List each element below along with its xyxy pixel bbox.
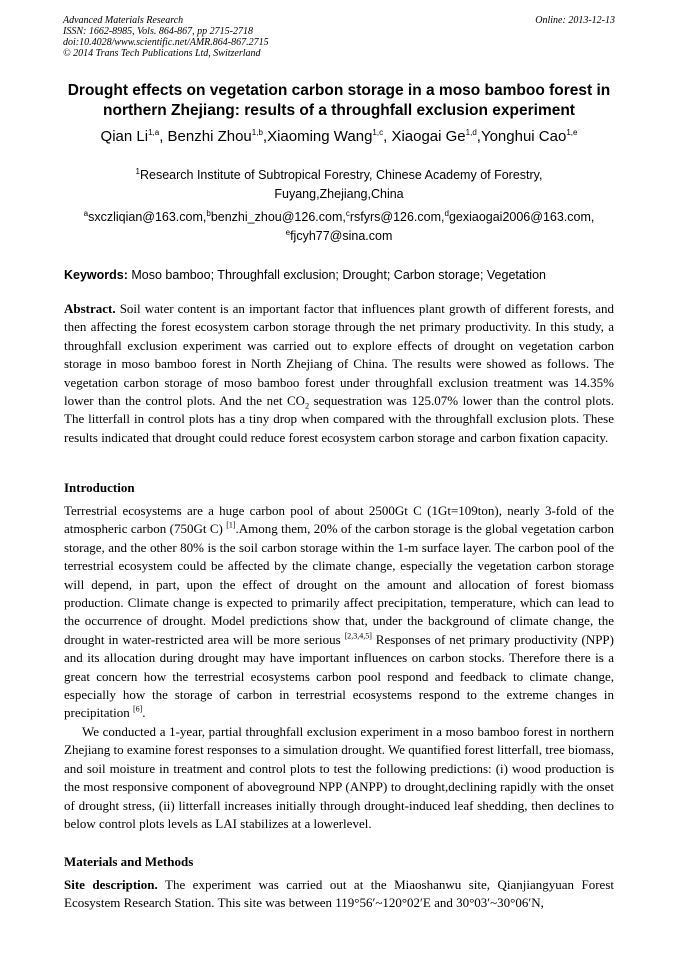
author: Xiaoming Wang <box>267 128 373 145</box>
email: gexiaogai2006@163.com, <box>448 210 595 224</box>
email: fjcyh77@sina.com <box>290 229 393 243</box>
affiliation-sup: 1 <box>135 166 140 176</box>
email-sup: a <box>83 208 89 218</box>
paragraph: We conducted a 1-year, partial throughfall exclusion experiment in a moso bamboo forest in northern Zhejiang to examine forest responses to a simulation drought. We quantified forest litterfall, tree biomass, and soil moisture in treatment and control plots to test the following predictions: (i) wood production is the most responsive component of aboveground NPP (ANPP) to drought,declining rapidly with the onset of drought stress, (ii) litterfall increases initially through drought-induced leaf shedding, then declines to below control plots levels as LAI stabilizes at a lowerlevel. <box>64 723 614 831</box>
journal-header <box>63 15 615 59</box>
author-sup: 1,c <box>372 128 384 137</box>
site-text: The experiment was carried out at the Miaoshanwu site, Qianjiangyuan Forest Ecosystem Research Station. This site was between 119°56′~120°02′E and 30°03′~30°06′N, <box>64 877 614 911</box>
paragraph <box>64 502 614 723</box>
affiliation-line: Research Institute of Subtropical Forestry, Chinese Academy of Forestry, <box>139 168 543 182</box>
citation: [1] <box>226 521 236 531</box>
introduction-body <box>64 502 614 833</box>
paragraph-text: Terrestrial ecosystems are a huge carbon pool of about 2500Gt C (1Gt=109ton), nearly 3-fold of the atmospheric carbon (750Gt C) <box>64 503 614 537</box>
abstract <box>64 300 614 447</box>
author: Qian Li <box>100 128 149 145</box>
paper-title: Drought effects on vegetation carbon storage in a moso bamboo forest in northern Zhejiang: results of a throughfall exclusion experiment <box>67 82 611 119</box>
site-description <box>64 876 614 913</box>
author-sup: 1,a <box>148 128 160 137</box>
affiliation-line: Fuyang,Zhejiang,China <box>274 187 404 201</box>
keywords-label: Keywords: <box>64 268 128 282</box>
email-sup: d <box>444 208 449 218</box>
abstract-label: Abstract. <box>64 301 116 316</box>
email-sup: b <box>206 208 211 218</box>
journal-name: Advanced Materials Research <box>63 15 184 26</box>
paragraph-text: .Among them, 20% of the carbon storage is the global vegetation carbon storage, and the other 80% is the soil carbon storage within the 1-m surface layer. The carbon pool of the terrestrial ecosystem could be affected by the climate change, especially the vegetation carbon storage will depend, in part, upon the effect of drought on the amount and allocation of forest biomass production. Climate change is expected to primarily affect precipitation, temperature, which can lead to the occurrence of drought. Model predictions show that, under the background of climate change, the drought in water-restricted area will be more serious <box>64 521 614 647</box>
paragraph-text: Responses of net primary productivity (NPP) and its allocation during drought may have important influences on carbon stocks. Therefore there is a great concern how the terrestrial ecosystems carbon pool respond and feedback to climate change, especially how the storage of carbon in terrestrial ecosystems respond to the extreme changes in precipitation <box>64 631 614 721</box>
author: Xiaogai Ge <box>391 128 466 145</box>
paragraph-text: . <box>142 705 146 721</box>
issn: ISSN: 1662-8985, Vols. 864-867, pp 2715-2718 <box>63 26 253 37</box>
author-sup: 1,b <box>251 128 263 137</box>
email-list <box>40 208 638 246</box>
keywords <box>64 267 624 283</box>
citation: [6] <box>132 705 143 715</box>
site-label: Site description. <box>64 877 158 892</box>
citation: [2,3,4,5] <box>344 631 372 641</box>
email-sup: e <box>285 227 291 237</box>
online-date: Online: 2013-12-13 <box>535 15 615 26</box>
author-sup: 1,e <box>566 128 578 137</box>
author-list: Qian Li$^{1,a}$, Benzhi Zhou$^{1,b}$,Xiaoming Wang$^{1,c}$, Xiaogai Ge$^{1,d}$,Yonghui Cao$^{1,e}$ <box>100 128 578 145</box>
email: sxczliqian@163.com, <box>88 210 207 224</box>
author: Yonghui Cao <box>480 128 567 145</box>
author: Benzhi Zhou <box>167 128 252 145</box>
author-sup: 1,d <box>465 128 477 137</box>
email-sup: c <box>345 208 350 218</box>
email: rsfyrs@126.com, <box>349 210 445 224</box>
section-heading-methods: Materials and Methods <box>64 854 194 869</box>
keywords-text: Moso bamboo; Throughfall exclusion; Drought; Carbon storage; Vegetation <box>127 268 546 282</box>
doi: doi:10.4028/www.scientific.net/AMR.864-867.2715 <box>63 37 269 48</box>
section-heading-introduction: Introduction <box>64 480 135 495</box>
email: benzhi_zhou@126.com, <box>210 210 346 224</box>
co2-subscript: 2 <box>305 401 310 411</box>
copyright: © 2014 Trans Tech Publications Ltd, Switzerland <box>63 48 261 59</box>
abstract-text: Soil water content is an important factor that influences plant growth of different forests, and then affecting the forest ecosystem carbon storage through the net primary productivity. In this study, a throughfall exclusion experiment was carried out to explore effects of drought on vegetation carbon storage in moso bamboo forest in North Zhejiang of China. The results were showed as follows. The vegetation carbon storage of moso bamboo forest under throughfall exclusion treatment was 14.35% lower than the control plots. And the net CO <box>64 301 614 409</box>
affiliation <box>60 166 618 204</box>
abstract-text: sequestration was 125.07% lower than the control plots. The litterfall in control plots has a tiny drop when compared with the throughfall exclusion plots. These results indicated that drought could reduce forest ecosystem carbon storage and carbon fixation capacity. <box>64 393 615 445</box>
